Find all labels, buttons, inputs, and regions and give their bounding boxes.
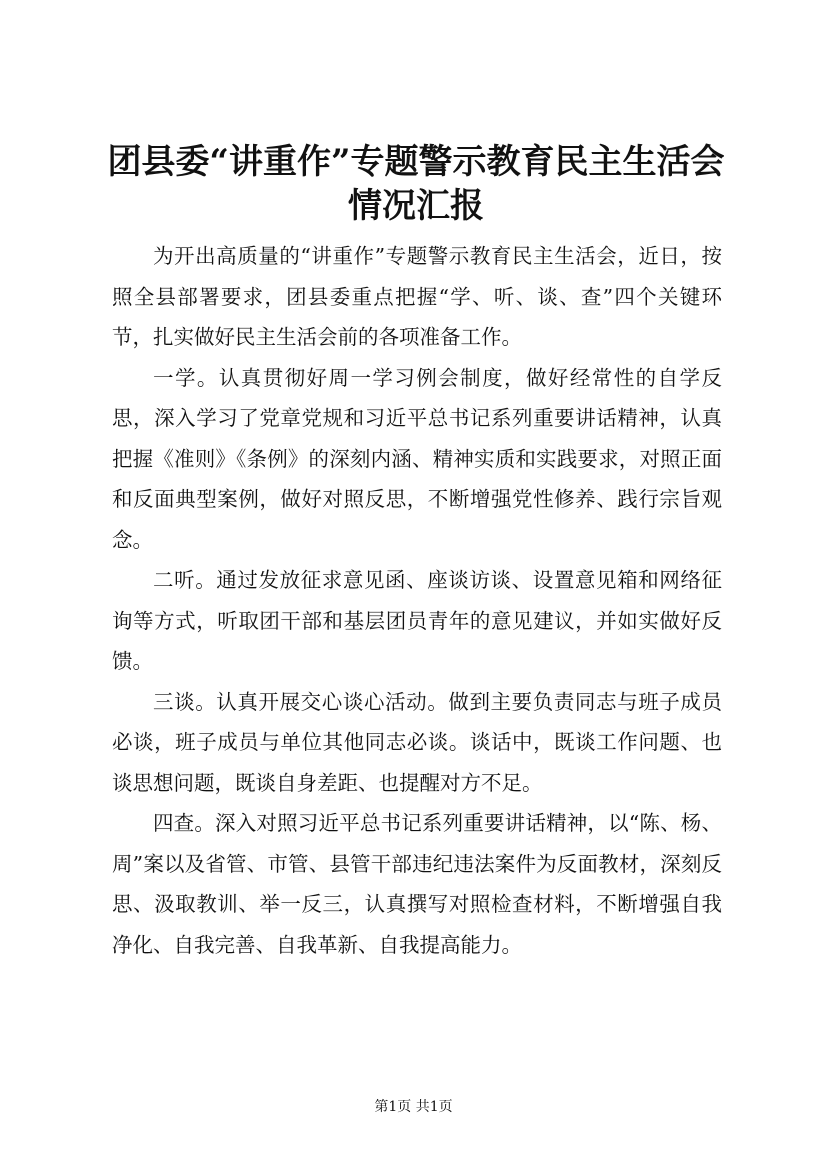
paragraph-check: 四查。深入对照习近平总书记系列重要讲话精神，以“陈、杨、周”案以及省管、市管、县管干部违纪违法案件为反面教材，深刻反思、汲取教训、举一反三，认真撰写对照检查材料，不断增强自我净化、自我完善、自我革新、自我提高能力。	[112, 811, 722, 957]
document-body	[112, 236, 722, 965]
paragraph-intro: 为开出高质量的“讲重作”专题警示教育民主生活会，近日，按照全县部署要求，团县委重点把握“学、听、谈、查”四个关键环节，扎实做好民主生活会前的各项准备工作。	[112, 244, 722, 349]
paragraph-listen: 二听。通过发放征求意见函、座谈访谈、设置意见箱和网络征询等方式，听取团干部和基层团员青年的意见建议，并如实做好反馈。	[112, 568, 722, 673]
document-title: 团县委“讲重作”专题警示教育民主生活会情况汇报	[107, 142, 725, 226]
page-number-footer: 第1页 共1页	[374, 1099, 453, 1115]
paragraph-study: 一学。认真贯彻好周一学习例会制度，做好经常性的自学反思，深入学习了党章党规和习近平总书记系列重要讲话精神，认真把握《准则》《条例》的深刻内涵、精神实质和实践要求，对照正面和反面典型案例，做好对照反思，不断增强党性修养、践行宗旨观念。	[112, 365, 722, 552]
paragraph-talk: 三谈。认真开展交心谈心活动。做到主要负责同志与班子成员必谈，班子成员与单位其他同志必谈。谈话中，既谈工作问题、也谈思想问题，既谈自身差距、也提醒对方不足。	[112, 689, 722, 795]
